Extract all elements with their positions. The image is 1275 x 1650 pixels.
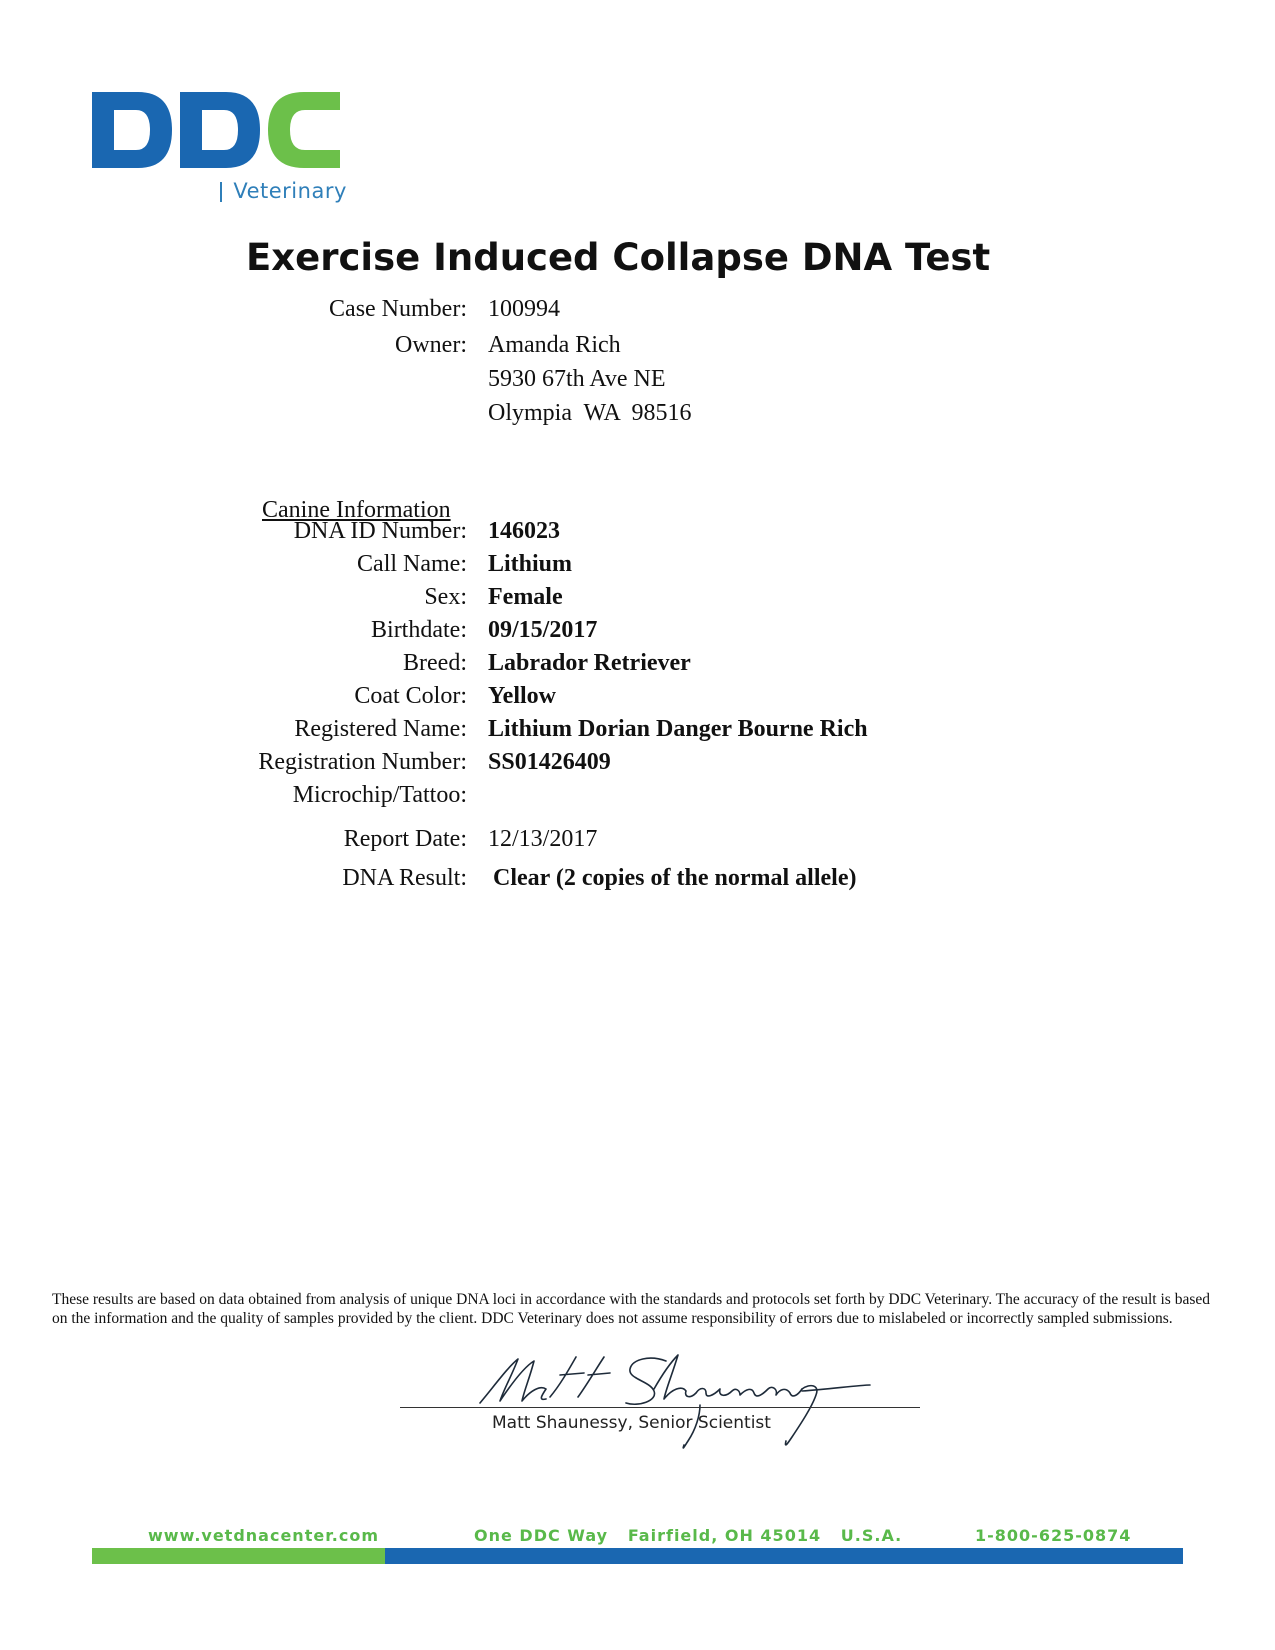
footer-website[interactable]: www.vetdnacenter.com [148, 1526, 380, 1545]
field-value: 09/15/2017 [488, 617, 598, 643]
field-label: Call Name: [357, 551, 467, 577]
ddc-logo-mark [92, 92, 352, 174]
owner-address1: 5930 67th Ave NE [488, 366, 666, 392]
field-value: Yellow [488, 683, 556, 709]
ddc-logo [92, 92, 352, 212]
logo-letter-d1 [92, 92, 172, 168]
report-date-label: Report Date: [343, 826, 467, 852]
owner-address2: Olympia WA 98516 [488, 400, 692, 426]
disclaimer-text: These results are based on data obtained from analysis of unique DNA loci in accordance with the standards and protocols set forth by DDC Veterinary. The accuracy of the result is based on the information and the quality of samples provided by the client. DDC Veterinary does not assume responsibility of errors due to mislabeled or incorrectly sampled submissions. [52, 1291, 1210, 1327]
owner-name: Amanda Rich [488, 332, 621, 358]
signature-block [400, 1345, 920, 1445]
field-label: Birthdate: [371, 617, 467, 643]
footer-bar-blue [385, 1548, 1183, 1564]
logo-subtitle [219, 179, 347, 203]
signature-line [400, 1407, 920, 1408]
field-label: Coat Color: [354, 683, 467, 709]
field-value: Female [488, 584, 563, 610]
logo-subtitle-text: Veterinary [233, 179, 347, 203]
field-label: Sex: [424, 584, 467, 610]
canine-info-heading: Canine Information [262, 497, 451, 523]
owner-label: Owner: [395, 332, 467, 358]
field-value: 146023 [488, 518, 560, 544]
signer-name: Matt Shaunessy, Senior Scientist [492, 1413, 771, 1433]
dna-result-label: DNA Result: [342, 865, 467, 891]
handwritten-signature [400, 1345, 920, 1455]
field-label: DNA ID Number: [293, 518, 467, 544]
footer-phone: 1-800-625-0874 [975, 1526, 1132, 1545]
field-value: Labrador Retriever [488, 650, 691, 676]
field-label: Microchip/Tattoo: [292, 782, 467, 808]
field-value: Lithium Dorian Danger Bourne Rich [488, 716, 868, 742]
logo-letter-c [268, 92, 340, 168]
logo-letter-d2 [180, 92, 260, 168]
field-value: SS01426409 [488, 749, 611, 775]
case-number-value: 100994 [488, 296, 560, 322]
field-label: Breed: [403, 650, 467, 676]
field-label: Registration Number: [258, 749, 467, 775]
field-value: Lithium [488, 551, 573, 577]
report-date-value: 12/13/2017 [488, 826, 598, 852]
field-label: Registered Name: [294, 716, 467, 742]
page-title: Exercise Induced Collapse DNA Test [246, 236, 991, 279]
footer-address: One DDC Way Fairfield, OH 45014 U.S.A. [474, 1526, 903, 1545]
case-number-label: Case Number: [329, 296, 467, 322]
footer-bar-green [92, 1548, 385, 1564]
dna-result-value: Clear (2 copies of the normal allele) [493, 865, 857, 891]
